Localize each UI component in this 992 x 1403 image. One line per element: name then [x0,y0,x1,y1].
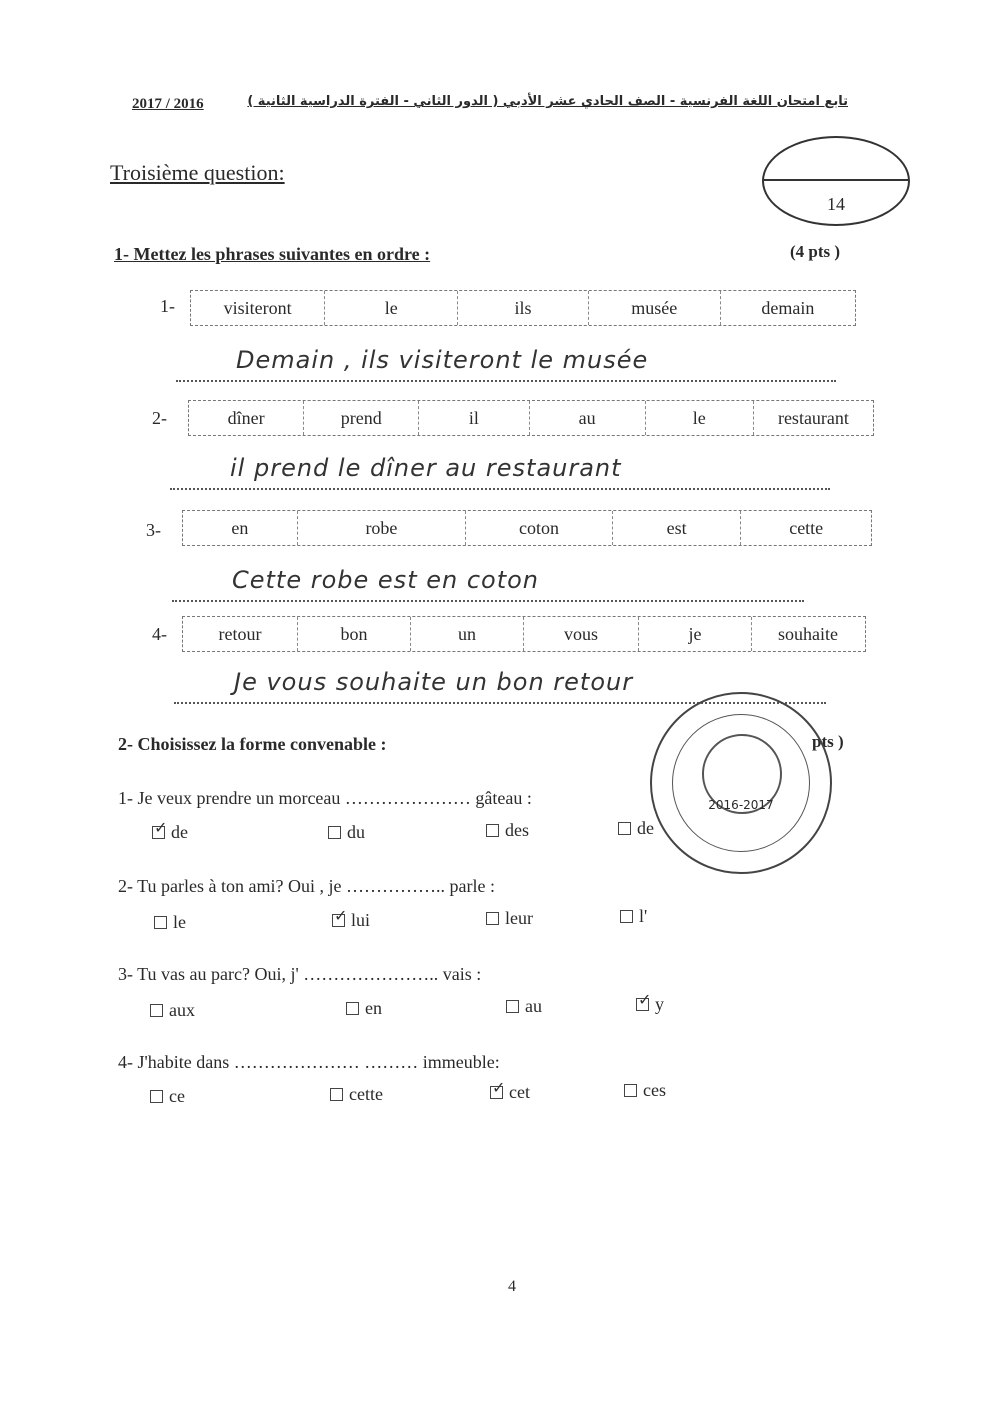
mcq-3-question: 3- Tu vas au parc? Oui, j' ………………….. vais : [118,964,482,984]
word-cell: retour [183,617,298,651]
checkbox-icon[interactable] [624,1084,637,1097]
checkbox-icon[interactable] [618,822,631,835]
page-number: 4 [508,1278,516,1295]
word-cell: prend [304,401,419,435]
mcq-2-option-4[interactable]: l' [620,906,647,927]
word-cell: au [530,401,646,435]
mcq-1-option-4[interactable]: de [618,818,654,839]
word-cell: cette [789,517,824,538]
mcq-3-option-4[interactable]: ✓ y [636,994,664,1015]
school-stamp [650,692,832,874]
word-cell: le [646,401,754,435]
item-2-number: 2- [152,408,167,428]
mcq-2-option-1[interactable]: le [154,912,186,933]
section1-title: 1- Mettez les phrases suivantes en ordre : [114,244,431,264]
header-year: 2017 / 2016 [132,96,204,112]
checkbox-checked-icon[interactable] [332,914,345,927]
grade-score: 14 [827,194,845,214]
item-2-answer[interactable]: il prend le dîner au restaurant [170,454,830,490]
item-3-answer[interactable]: Cette robe est en coton [172,566,804,602]
header-arabic-title: تابع امتحان اللغة الفرنسية - الصف الحادي عشر الأدبي ( الدور الثاني - الفترة الدراسية الثانية ) [247,94,848,109]
mcq-3-option-1[interactable]: aux [150,1000,195,1021]
section2-points: pts ) [812,732,844,751]
word-cell: le [325,291,458,325]
checkbox-checked-icon[interactable] [636,998,649,1011]
word-cell: robe [298,511,467,545]
checkbox-icon[interactable] [486,824,499,837]
section2-title: 2- Choisissez la forme convenable : [118,734,387,754]
word-cell: souhaite [778,623,838,644]
checkbox-checked-icon[interactable] [490,1086,503,1099]
mcq-3-option-2[interactable]: en [346,998,382,1019]
word-cell: musée [589,291,721,325]
word-cell: je [639,617,752,651]
mcq-4-option-1[interactable]: ce [150,1086,185,1107]
grade-oval [762,136,910,226]
mcq-4-option-3[interactable]: ✓ cet [490,1082,530,1103]
checkbox-checked-icon[interactable] [152,826,165,839]
checkbox-icon[interactable] [346,1002,359,1015]
question-title: Troisième question: [110,160,285,185]
mcq-1-option-1[interactable]: ✓ de [152,822,188,843]
word-cell: visiteront [191,291,325,325]
checkbox-icon[interactable] [150,1004,163,1017]
mcq-2-option-3[interactable]: leur [486,908,533,929]
word-cell: restaurant [777,407,849,428]
checkbox-icon[interactable] [328,826,341,839]
checkbox-icon[interactable] [154,916,167,929]
item-4-answer[interactable]: Je vous souhaite un bon retour [174,668,826,704]
page-header [132,92,848,118]
item-2-word-box [188,400,874,436]
word-cell: en [183,511,298,545]
word-cell: dîner [189,401,304,435]
word-cell: est [613,511,742,545]
item-4-word-box [182,616,866,652]
mcq-3-option-3[interactable]: au [506,996,542,1017]
item-1-word-box [190,290,856,326]
word-cell: bon [298,617,411,651]
checkbox-icon[interactable] [150,1090,163,1103]
item-4-number: 4- [152,624,167,644]
item-1-answer[interactable]: Demain , ils visiteront le musée [176,346,836,382]
item-1-number: 1- [160,296,175,316]
item-3-word-box [182,510,872,546]
word-cell: un [411,617,524,651]
checkbox-icon[interactable] [506,1000,519,1013]
word-cell: il [419,401,529,435]
section1-points: (4 pts ) [790,242,841,261]
word-cell: ils [458,291,588,325]
checkbox-icon[interactable] [620,910,633,923]
mcq-2-option-2[interactable]: ✓ lui [332,910,370,931]
stamp-years: 2016-2017 [708,798,774,812]
item-3-number: 3- [146,520,161,540]
mcq-2-question: 2- Tu parles à ton ami? Oui , je …………….. parle : [118,876,495,896]
mcq-1-option-3[interactable]: des [486,820,529,841]
word-cell: coton [466,511,613,545]
word-cell: vous [524,617,639,651]
mcq-4-option-2[interactable]: cette [330,1084,383,1105]
word-cell: demain [761,297,815,318]
mcq-1-option-2[interactable]: du [328,822,365,843]
checkbox-icon[interactable] [486,912,499,925]
mcq-1-question: 1- Je veux prendre un morceau ………………… gâteau : [118,788,532,808]
checkbox-icon[interactable] [330,1088,343,1101]
mcq-4-option-4[interactable]: ces [624,1080,666,1101]
mcq-4-question: 4- J'habite dans ………………… ……… immeuble: [118,1052,500,1072]
